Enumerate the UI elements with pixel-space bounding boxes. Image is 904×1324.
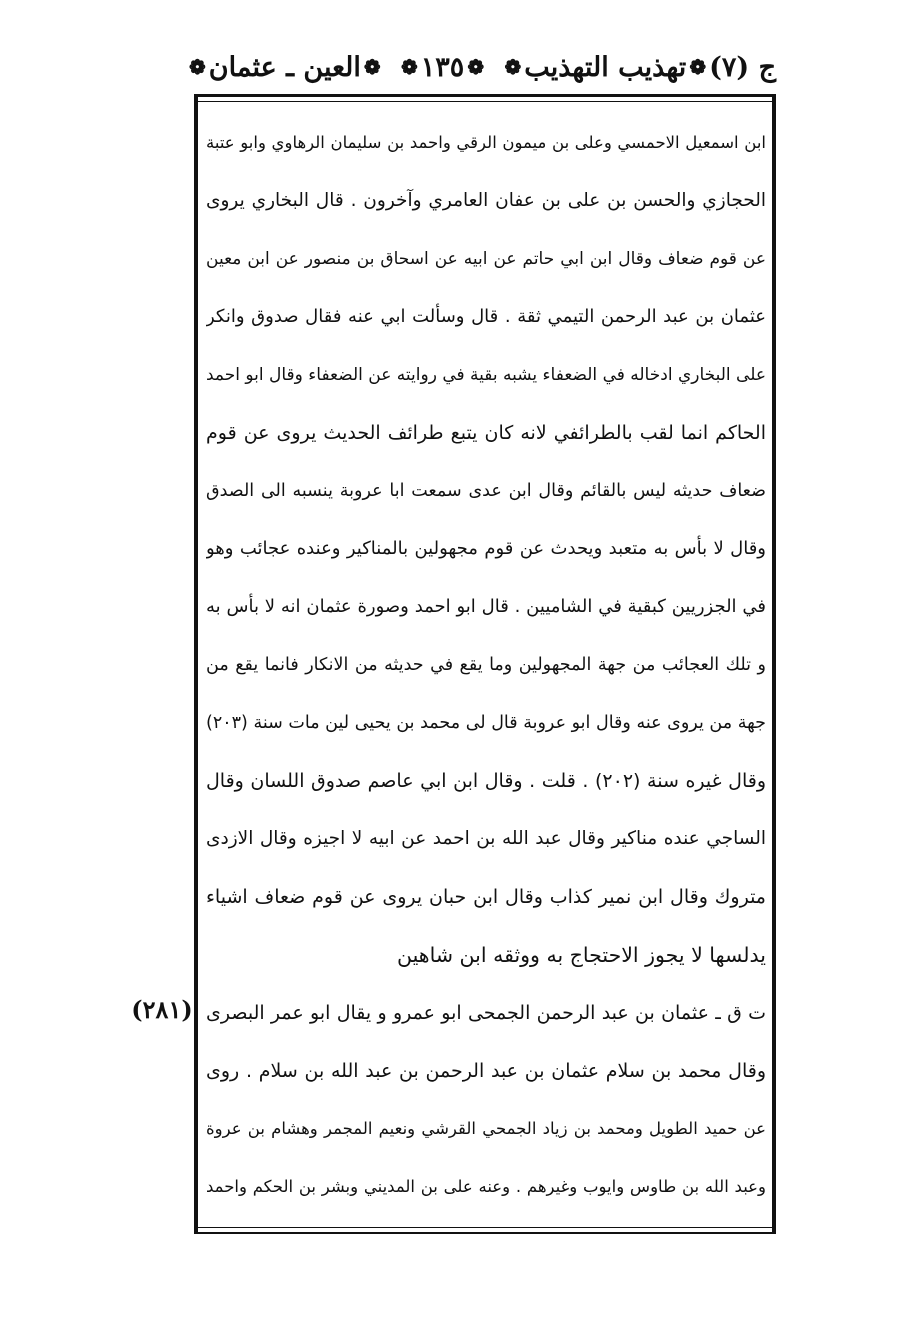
text-line: الحاكم انما لقب بالطرائفي لانه كان يتبع طرائف الحديث يروى عن قوم — [206, 422, 766, 444]
book-title: تهذيب التهذيب — [524, 51, 687, 83]
text-line: في الجزريين كبقية في الشاميين . قال ابو احمد وصورة عثمان انه لا بأس به — [206, 596, 766, 617]
text-line: وقال محمد بن سلام عثمان بن عبد الرحمن بن عبد الله بن سلام . روى — [206, 1060, 766, 1082]
section-title: العين ـ عثمان — [208, 51, 361, 83]
text-line: و تلك العجائب من جهة المجهولين وما يقع في حديثه من الانكار فانما يقع من — [206, 655, 766, 675]
page-header — [186, 44, 776, 90]
text-line: وقال لا بأس به متعبد ويحدث عن قوم مجهولين بالمناكير وعنده عجائب وهو — [206, 538, 766, 559]
header-page-group — [398, 52, 487, 83]
volume-label: ج (٧) — [709, 51, 776, 83]
text-line: متروك وقال ابن نمير كذاب وقال ابن حبان يروى عن قوم ضعاف اشياء — [206, 886, 766, 908]
flower-ornament-icon: ❁ — [504, 55, 522, 79]
flower-ornament-icon: ❁ — [363, 55, 381, 79]
entry-heading-line: ت ق ـ عثمان بن عبد الرحمن الجمحى ابو عمرو و يقال ابو عمر البصرى — [206, 1002, 766, 1024]
page-number: ١٣٥ — [420, 51, 465, 83]
text-line: الساجي عنده مناكير وقال عبد الله بن احمد عن ابيه لا اجيزه وقال الازدى — [206, 828, 766, 849]
flower-ornament-icon: ❁ — [689, 55, 707, 79]
text-line: ضعاف حديثه ليس بالقائم وقال ابن عدى سمعت ابا عروبة ينسبه الى الصدق — [206, 481, 766, 501]
text-line: عن حميد الطويل ومحمد بن زياد الجمحي القرشي ونعيم المجمر وهشام بن عروة — [206, 1119, 766, 1138]
text-line: وقال غيره سنة (٢٠٢) . قلت . وقال ابن ابي عاصم صدوق اللسان وقال — [206, 770, 766, 792]
flower-ornament-icon: ❁ — [401, 55, 418, 79]
text-line: عن قوم ضعاف وقال ابن ابي حاتم عن ابيه عن اسحاق بن منصور عن ابن معين — [206, 249, 766, 269]
flower-ornament-icon: ❁ — [189, 55, 206, 79]
text-line: ابن اسمعيل الاحمسي وعلى بن ميمون الرقي واحمد بن سليمان الرهاوي وابو عتبة — [206, 133, 766, 152]
text-line: جهة من يروى عنه وقال ابو عروبة قال لى محمد بن يحيى لين مات سنة (٢٠٣) — [206, 713, 766, 733]
text-line: على البخاري ادخاله في الضعفاء يشبه بقية في روايته عن الضعفاء وقال ابو احمد — [206, 365, 766, 385]
entry-number: (٢٨١) — [131, 995, 193, 1024]
text-line: وعبد الله بن طاوس وايوب وغيرهم . وعنه على بن المديني وبشر بن الحكم واحمد — [206, 1177, 766, 1196]
text-line: يدلسها لا يجوز الاحتجاج به ووثقه ابن شاهين — [397, 943, 766, 967]
header-section-group — [186, 52, 384, 83]
header-volume-group — [501, 52, 776, 83]
flower-ornament-icon: ❁ — [467, 55, 485, 79]
text-line: الحجازي والحسن بن على بن عفان العامري وآخرون . قال البخاري يروى — [206, 190, 766, 211]
text-line: عثمان بن عبد الرحمن التيمي ثقة . قال وسألت ابي عنه فقال صدوق وانكر — [206, 306, 766, 327]
